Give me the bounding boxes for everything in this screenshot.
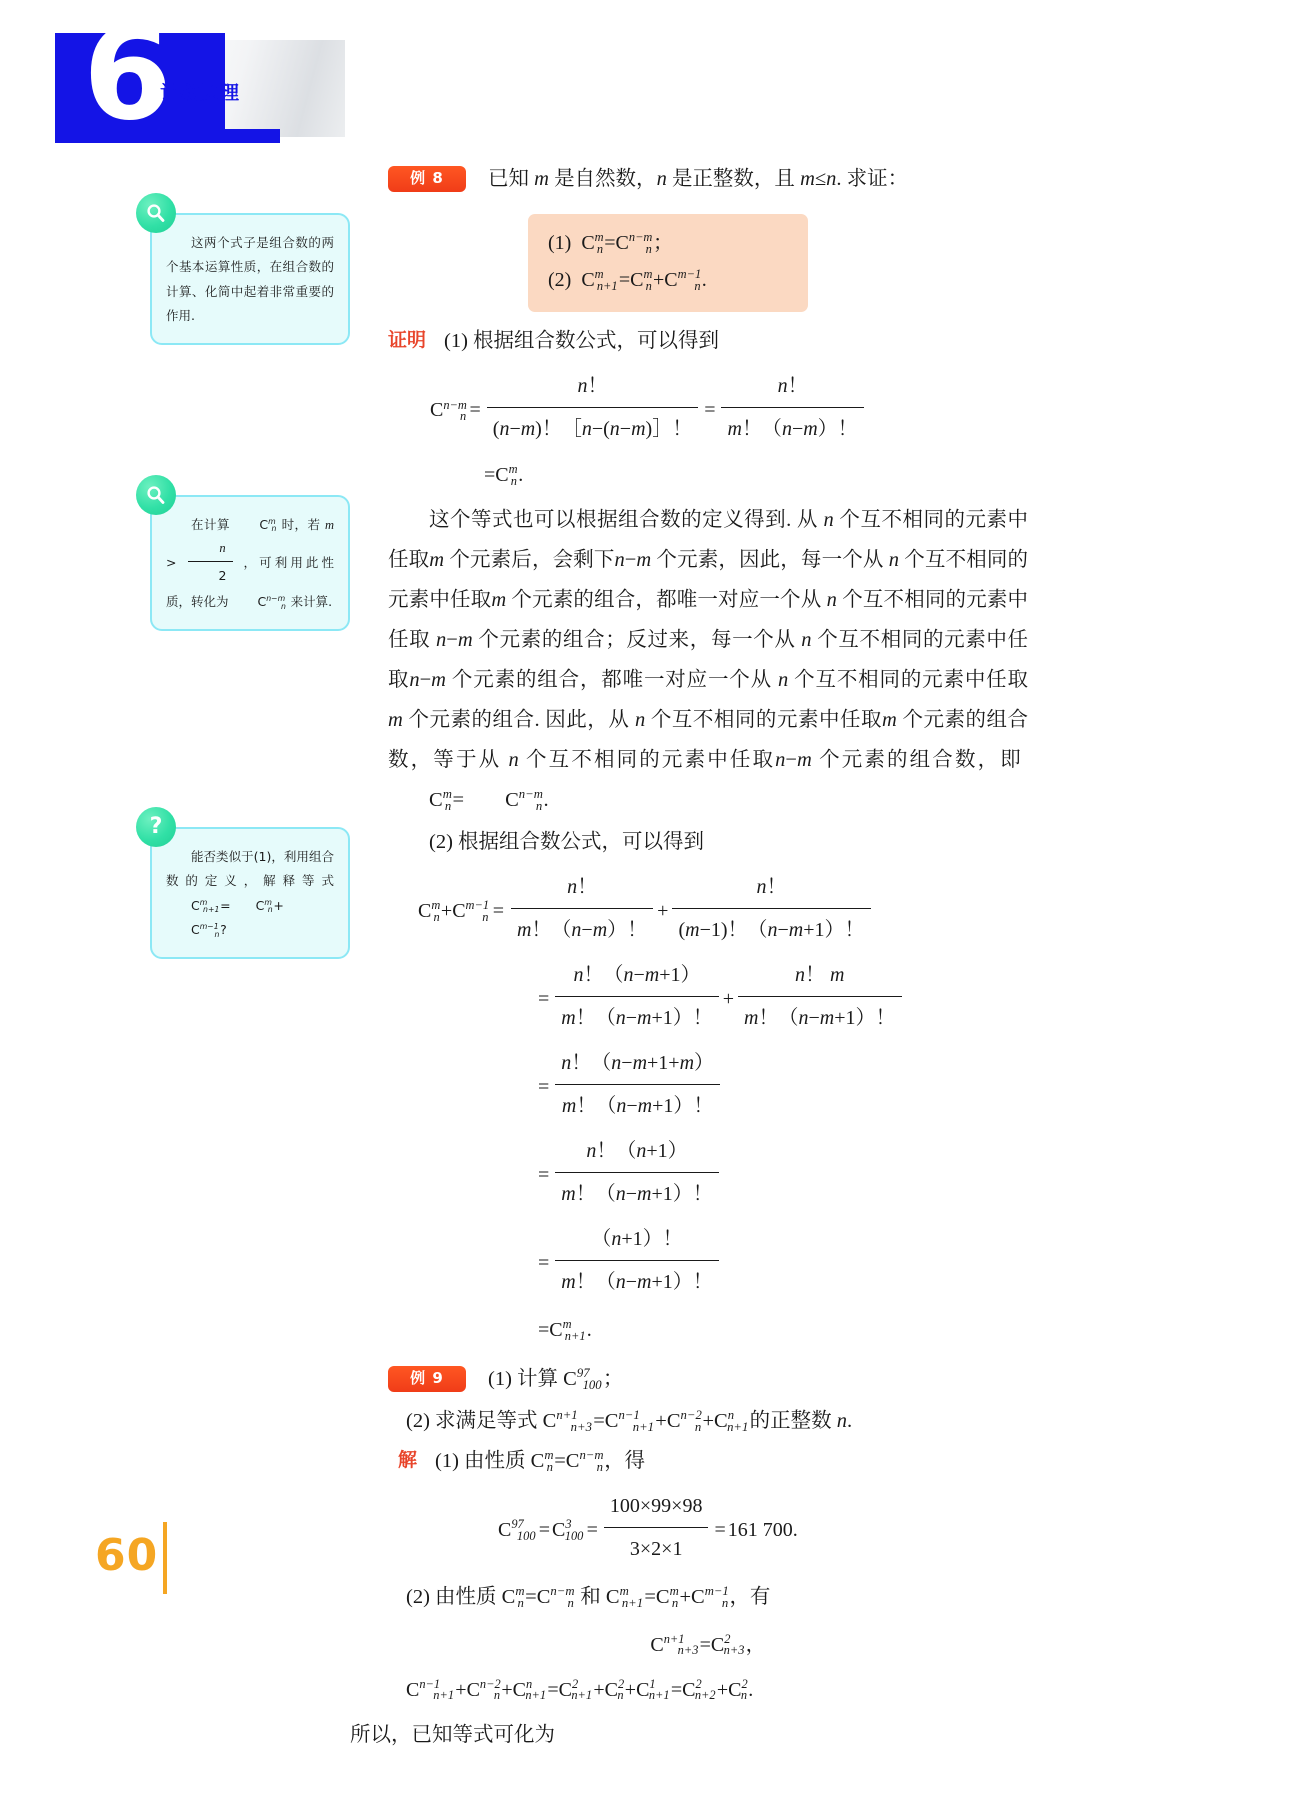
example9-item1: (1) 计算 $C^{97}100$； [488, 1365, 624, 1392]
example9-badge: 例 9 [388, 1366, 466, 1392]
example8-header [388, 160, 1028, 200]
proof-part2-intro: (2) 根据组合数公式，可以得到 [429, 830, 705, 853]
solution-item2-intro: (2) 由性质 $C^mn=C^{n-m}n$ 和 $C^mn+1=C^mn+C^{m-1}n$，有 [406, 1583, 771, 1610]
magnifier-icon [136, 193, 176, 233]
boxed-formula-2: (2) $C^mn+1=C^mn+C^{m-1}n$. [548, 267, 707, 293]
proof-header [388, 322, 1028, 362]
proof-paragraph: 这个等式也可以根据组合数的定义得到. 从 n 个互不相同的元素中任取m 个元素后，会剩下n−m 个元素，因此，每一个从 n 个互不相同的元素中任取m 个元素的组合，都唯一对应一个从 n 个互不相同的元素中任取 n−m 个元素的组合；反过来，每一个从 n 个互不相同的元素中任取n−m 个元素的组合，都唯一对应一个从 n 个互不相同的元素中任取m 个元素的组合. 因此，从 n 个互不相同的元素中任取m 个元素的组合数，等于从 n 个互不相同的元素中任取n−m 个元素的组合数，即 $C^mn= C^{n-m}n$. [388, 508, 1029, 813]
solution-label: 解 [398, 1448, 418, 1471]
example9-header [388, 1360, 1028, 1400]
example8-boxed-formulas [528, 214, 808, 312]
chapter-number: 6 [83, 0, 171, 149]
factor-a: 100 [609, 1494, 640, 1517]
margin-note-text: 能否类似于(1)，利用组合数的定义，解释等式 $C^mn+1= C^mn+C^{m-1}n$? [166, 849, 334, 939]
question-icon [136, 807, 176, 847]
page-number: 60 [95, 1530, 159, 1581]
divisor-a: 3 [629, 1537, 640, 1560]
factor-b: 99 [651, 1494, 672, 1517]
chapter-title: 计数原理 [160, 82, 241, 104]
factor-c: 98 [682, 1494, 703, 1517]
solution-equation-2: $C^{n+1}n+3$ = $C^2n+3$ ， $C^{n-1}n+1$ + $C^{n-2}n$ + $C^nn+1$ = $C^2n+1$ + $C^2n$ + $C^1n+1$ = $C^2n+2$ + $C^2n$ . [406, 1631, 766, 1703]
proof-equation-2: $C^mn$ + $C^{m-1}n$ = $\frac{n!}{m!(n-m)!}$ + $\frac{n!}{(m-1)!(n-m+1)!}$ = $\frac{n!(n-m+1)}{m!(n-m+1)!}$ + $\frac{n! m}{m!(n-m+1)!}$ = $\frac{n!(n-m+1+m)}{m!(n-m+1)!}$ = $\frac{n!(n+1)}{m!(n-m+1)!}$ = $\frac{(n+1)!}{m!(n-m+1)!}$ = $C^mn+1$ . [388, 871, 1028, 1350]
margin-note-question [149, 814, 350, 959]
proof-label: 证明 [388, 328, 427, 351]
chapter-header [55, 0, 345, 149]
solution-header [388, 1442, 1028, 1482]
divisor-c: 1 [672, 1537, 683, 1560]
margin-note-compute-tip [150, 495, 350, 631]
footer-divider [163, 1522, 167, 1594]
solution-result: 161 700 [727, 1519, 793, 1542]
example9-item2: (2) 求满足等式 $C^{n+1}n+3=C^{n-1}n+1+C^{n-2}n+C^nn+1$的正整数 n. [406, 1407, 853, 1434]
margin-note-text: 在计算 $C^mn$ 时，若 m > $\frac{n}{2}$ ，可利用此性质，转化为 $C^{n-m}n$ 来计算. [166, 517, 334, 611]
main-content [350, 160, 1029, 1756]
margin-note-combination-properties [150, 213, 350, 345]
solution-equation-1: $C^{97}100$ = $C^3100$ = $\frac{100\times 99\times 98}{3\times 2\times 1}$ = 161 700 . [388, 1490, 1028, 1572]
solution-closing: 所以，已知等式可化为 [350, 1723, 555, 1746]
example8-badge: 例 8 [388, 166, 466, 192]
boxed-formula-1: (1) $C^mn=C^{n-m}n$； [548, 230, 674, 256]
margin-note-text: 这两个式子是组合数的两个基本运算性质，在组合数的计算、化简中起着非常重要的作用. [166, 235, 334, 324]
magnifier-icon [136, 475, 176, 515]
example8-statement: 已知 m 是自然数，n 是正整数，且 m≤n. 求证： [488, 168, 909, 190]
solution-item1-intro: (1) 由性质 $C^mn=C^{n-m}n$，得 [435, 1447, 646, 1474]
proof-equation-1: $C^{n-m}n$ = $\frac{n!}{(n-m)![n-(n-m)]!}$ = $\frac{n!}{m!(n-m)!}$ = $C^mn$ . [388, 370, 1028, 495]
question-mark-glyph: ? [149, 814, 163, 839]
divisor-b: 2 [651, 1537, 662, 1560]
proof-intro: (1) 根据组合数公式，可以得到 [444, 329, 720, 352]
